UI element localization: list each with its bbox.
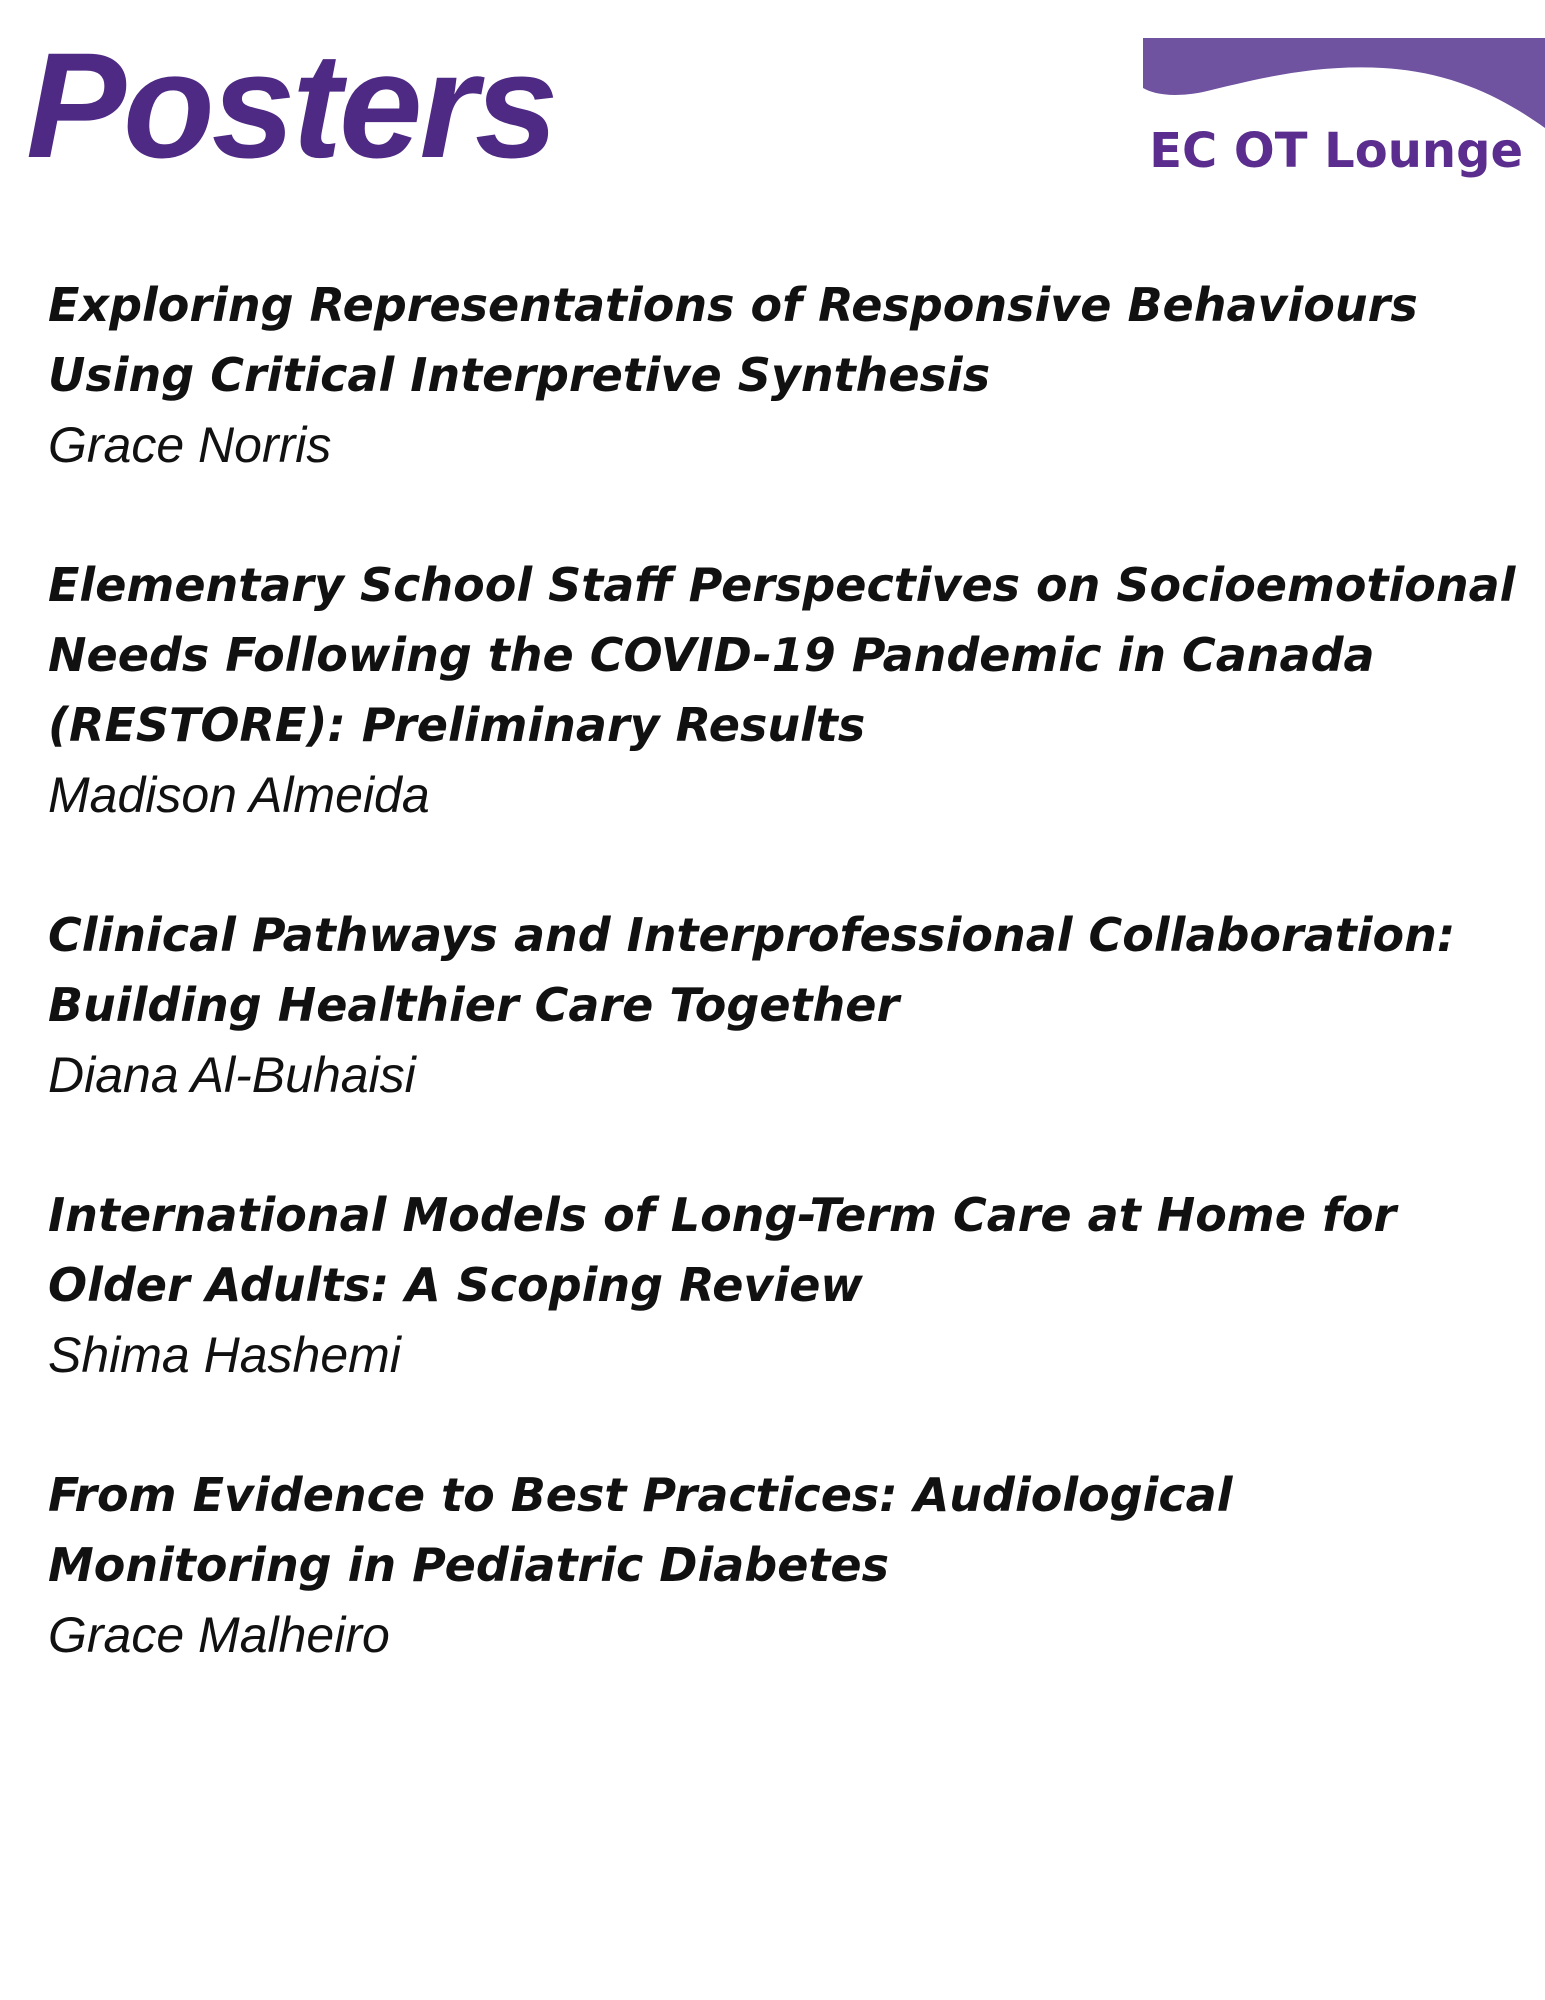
poster-title: Clinical Pathways and Interprofessional Collaboration: Building Healthier Care Together: [48, 908, 1456, 1032]
poster-author: Madison Almeida: [48, 767, 430, 823]
poster-item: [48, 1180, 1518, 1390]
poster-title: International Models of Long-Term Care at Home for Older Adults: A Scoping Review: [48, 1188, 1397, 1312]
corner-swoosh-decoration: [1143, 38, 1545, 128]
poster-author: Grace Malheiro: [48, 1607, 390, 1663]
poster-author: Shima Hashemi: [48, 1327, 401, 1383]
lounge-label: EC OT Lounge: [1149, 123, 1523, 179]
poster-list: [48, 270, 1518, 1740]
poster-item: [48, 1460, 1518, 1670]
poster-item: [48, 900, 1518, 1110]
page-title: Posters: [26, 21, 556, 189]
poster-item: [48, 270, 1518, 480]
poster-title: Elementary School Staff Perspectives on Socioemotional Needs Following the COVID-19 Pandemic in Canada (RESTORE): Preliminary Results: [48, 558, 1516, 752]
swoosh-shape: [1143, 38, 1545, 128]
poster-author: Diana Al-Buhaisi: [48, 1047, 416, 1103]
poster-author: Grace Norris: [48, 417, 332, 473]
poster-title: From Evidence to Best Practices: Audiological Monitoring in Pediatric Diabetes: [48, 1468, 1233, 1592]
poster-title: Exploring Representations of Responsive Behaviours Using Critical Interpretive Synthesis: [48, 278, 1418, 402]
poster-item: [48, 550, 1518, 830]
